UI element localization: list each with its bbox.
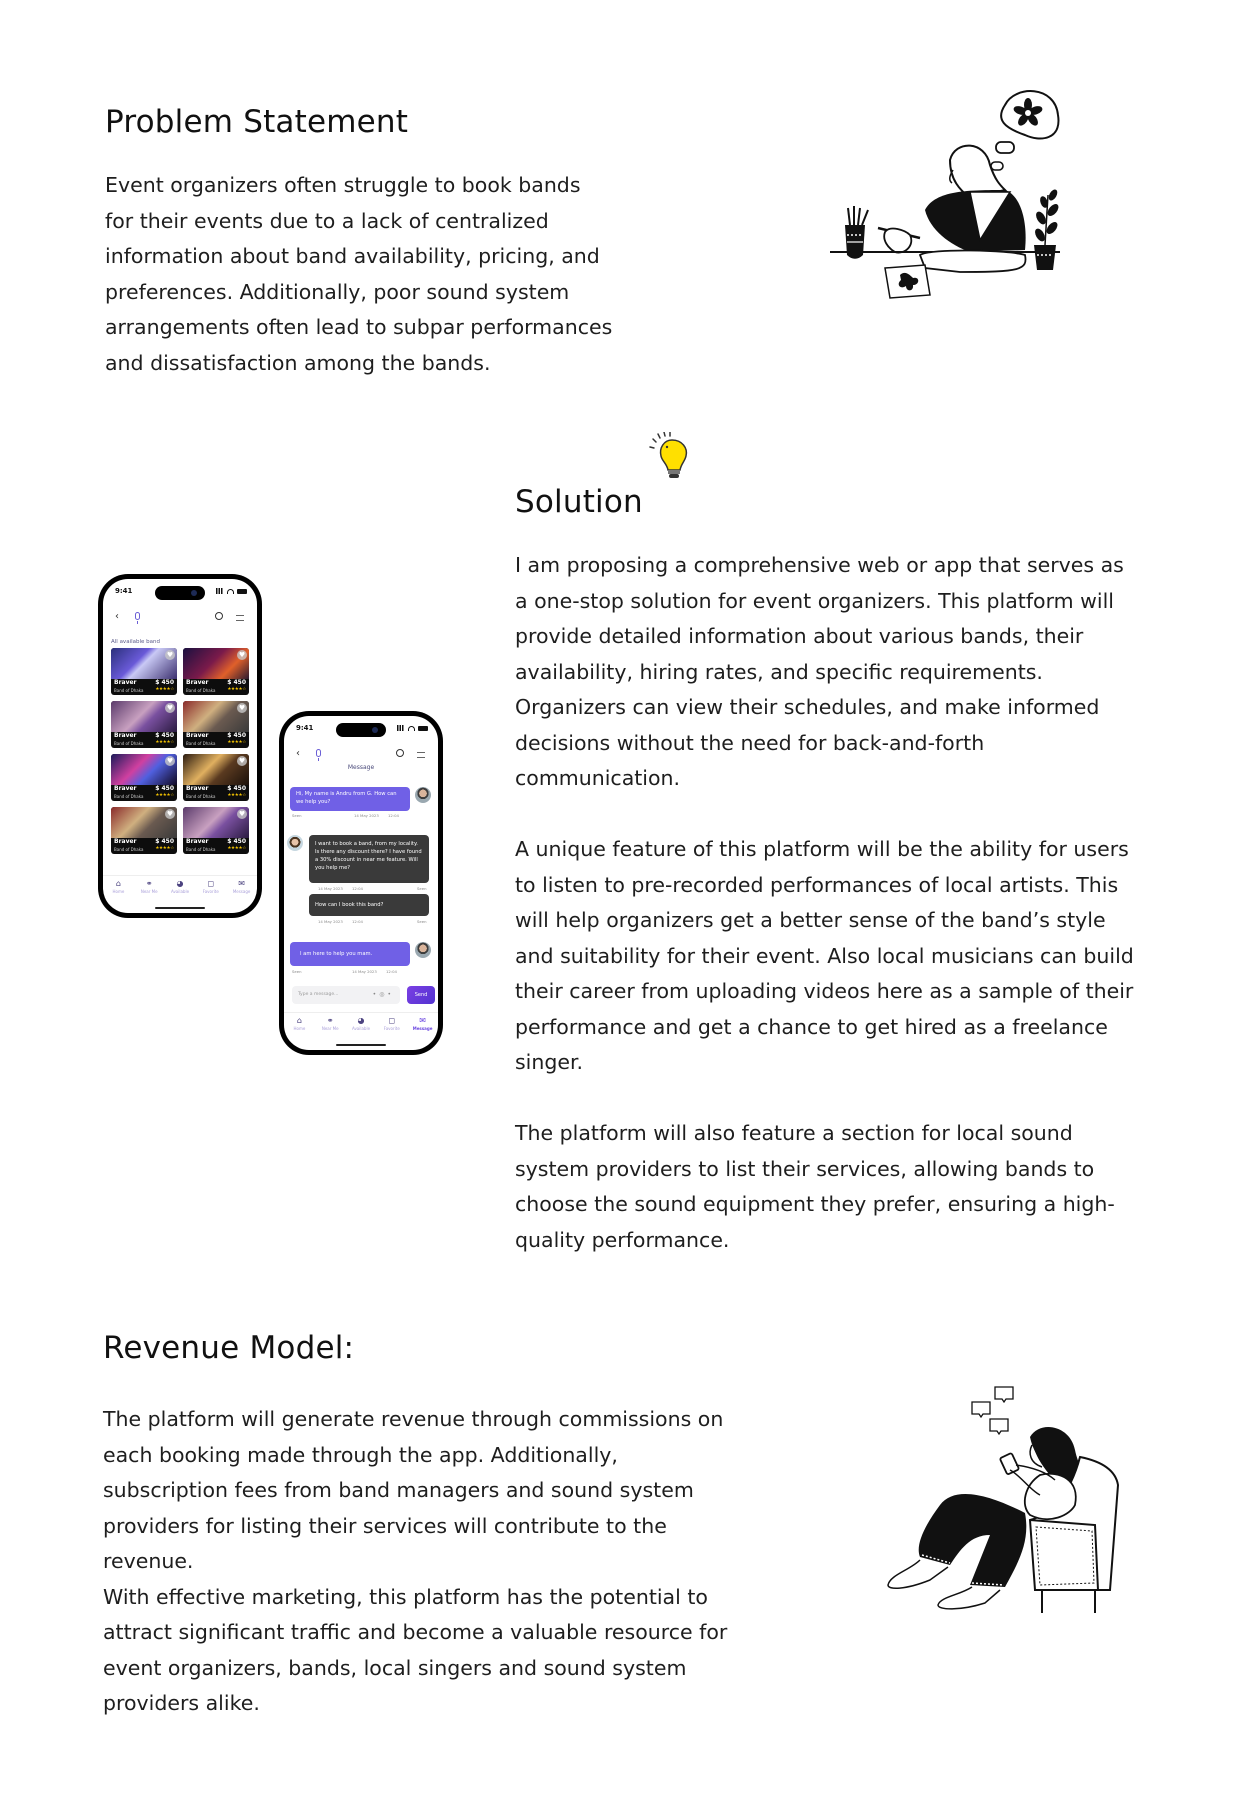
rating-stars: ★★★★☆ xyxy=(227,687,246,692)
woman-drawing-illustration-icon xyxy=(810,80,1060,305)
tab-near-me[interactable]: ⚭ Near Me xyxy=(321,1016,339,1031)
tab-favorite[interactable]: ◻ Favorite xyxy=(202,879,219,894)
wifi-icon xyxy=(408,726,415,731)
revenue-paragraph-2: With effective marketing, this platform has the potential to attract significant traffic and become a valuable resource for event organizers, bands, local singers and sound system providers alike. xyxy=(103,1584,728,1715)
heart-icon[interactable]: ♥ xyxy=(166,704,174,712)
solution-paragraph-3: The platform will also feature a section for local sound system providers to list their services, allowing bands to choose the sound equipment they prefer, ensuring a high-quality performance. xyxy=(515,1121,1115,1252)
band-card[interactable]: ♥ Braver $ 450 Band of Dhaka ★★★★☆ xyxy=(111,701,177,748)
solution-paragraph-2: A unique feature of this platform will be the ability for users to listen to pre-recorded performances of local artists. This will help organizers get a better sense of the band’s style and suitability for their event. Also local musicians can build their career from uploading videos here as a sample of their performance and get a chance to get hired as a freelance singer. xyxy=(515,837,1134,1074)
menu-icon[interactable] xyxy=(417,752,425,758)
home-icon: ⌂ xyxy=(115,879,121,888)
tab-message[interactable]: ✉ Message xyxy=(232,879,251,894)
message-incoming: I want to book a band, from my locality. Is there any discount there? I have found a 30% discount in near me feature. Will you help me? xyxy=(309,835,429,883)
bottom-tab-bar xyxy=(103,875,257,903)
heart-icon[interactable]: ♥ xyxy=(166,810,174,818)
battery-icon xyxy=(237,589,247,594)
search-icon[interactable] xyxy=(396,749,404,757)
back-icon[interactable]: ‹ xyxy=(115,611,119,622)
heart-icon[interactable]: ♥ xyxy=(238,704,246,712)
battery-icon xyxy=(418,726,428,731)
avatar-user xyxy=(287,835,303,851)
message-icon: ✉ xyxy=(419,1016,426,1025)
band-card[interactable]: ♥ Braver $ 450 Band of Dhaka ★★★★☆ xyxy=(183,807,249,854)
tab-message[interactable]: ✉ Message xyxy=(412,1016,433,1031)
menu-icon[interactable] xyxy=(236,615,244,621)
mic-icon[interactable]: • xyxy=(387,991,394,998)
woman-armchair-illustration-icon xyxy=(870,1375,1120,1620)
band-card[interactable]: ♥ Braver $ 450 Band of Dhaka ★★★★☆ xyxy=(111,648,177,695)
band-card[interactable]: ♥ Braver $ 450 Band of Dhaka ★★★★☆ xyxy=(111,754,177,801)
band-card[interactable]: ♥ Braver $ 450 Band of Dhaka ★★★★☆ xyxy=(111,807,177,854)
tab-available[interactable]: ◕ Available xyxy=(351,1016,371,1031)
message-outgoing: I am here to help you mam. xyxy=(290,942,410,966)
band-card[interactable]: ♥ Braver $ 450 Band of Dhaka ★★★★☆ xyxy=(183,754,249,801)
phone-mockup-bands xyxy=(98,574,262,918)
heart-icon[interactable]: ♥ xyxy=(238,651,246,659)
screen-title: Message xyxy=(347,764,375,771)
send-button[interactable]: Send xyxy=(407,986,435,1004)
signal-icon xyxy=(397,725,405,731)
lightbulb-icon xyxy=(648,432,693,484)
wifi-icon xyxy=(227,589,234,594)
attachment-icon[interactable]: • xyxy=(372,991,380,998)
tab-home[interactable]: ⌂ Home xyxy=(112,879,125,894)
tab-available[interactable]: ◕ Available xyxy=(170,879,190,894)
phone-mockup-messages: 9:41 ‹ Message Hi, My name is Andru from G. How can we help you? Seen 14 May 2023 12:04 I want to book a band, from my locality. Is there any discount there? I have found a 30% discount in near me feature. Will you help me? 14 May 2023 12:04 Seen How can I book this band? 14 May 2023 12:04 Seen I am here to help you mam. Seen 14 May 2023 12:04 Type a message... •◎• Send ⌂ Home ⚭ Near Me ◕ Available ◻ Favorite ✉ Message xyxy=(279,711,443,1055)
problem-title: Problem Statement xyxy=(105,104,409,140)
tab-near-me[interactable]: ⚭ Near Me xyxy=(140,879,158,894)
solution-title: Solution xyxy=(515,484,643,520)
signal-icon xyxy=(216,588,224,594)
heart-icon[interactable]: ♥ xyxy=(166,757,174,765)
rating-stars: ★★★★☆ xyxy=(227,740,246,745)
status-time: 9:41 xyxy=(296,724,314,732)
camera-icon[interactable]: ◎ xyxy=(379,991,388,998)
solution-paragraph-1: I am proposing a comprehensive web or app that serves as a one-stop solution for event organizers. This platform will provide detailed information about various bands, their availability, hiring rates, and specific requirements. Organizers can view their schedules, and make informed decisions without the need for back-and-forth communication. xyxy=(515,553,1124,790)
users-icon: ⚭ xyxy=(326,1016,334,1025)
back-icon[interactable]: ‹ xyxy=(296,748,300,759)
message-outgoing: Hi, My name is Andru from G. How can we help you? xyxy=(290,787,410,811)
revenue-title: Revenue Model: xyxy=(103,1330,355,1366)
available-icon: ◕ xyxy=(357,1016,365,1025)
home-indicator xyxy=(336,1044,386,1046)
message-incoming: How can I book this band? xyxy=(309,894,429,916)
rating-stars: ★★★★☆ xyxy=(155,846,174,851)
message-icon: ✉ xyxy=(238,879,245,888)
revenue-body xyxy=(103,1402,733,1722)
solution-body xyxy=(515,548,1140,1258)
home-indicator xyxy=(155,907,205,909)
illustration-woman-armchair xyxy=(870,1375,1120,1620)
problem-body: Event organizers often struggle to book bands for their events due to a lack of centralized information about band availability, pricing, and preferences. Additionally, poor sound system arrangements often lead to subpar performances and dissatisfaction among the bands. xyxy=(105,173,613,375)
mic-icon[interactable] xyxy=(135,612,140,620)
illustration-woman-drawing xyxy=(810,80,1060,305)
rating-stars: ★★★★☆ xyxy=(155,687,174,692)
search-icon[interactable] xyxy=(215,612,223,620)
tab-favorite[interactable]: ◻ Favorite xyxy=(383,1016,400,1031)
bottom-tab-bar xyxy=(284,1012,438,1040)
heart-icon[interactable]: ♥ xyxy=(166,651,174,659)
revenue-paragraph-1: The platform will generate revenue through commissions on each booking made through the app. Additionally, subscription fees from band managers and sound system providers for listing their services will contribute to the revenue. xyxy=(103,1407,724,1573)
folder-heart-icon: ◻ xyxy=(207,879,215,888)
rating-stars: ★★★★☆ xyxy=(227,793,246,798)
home-icon: ⌂ xyxy=(296,1016,302,1025)
available-icon: ◕ xyxy=(176,879,184,888)
message-input[interactable]: Type a message... •◎• xyxy=(292,986,400,1004)
band-card[interactable]: ♥ Braver $ 450 Band of Dhaka ★★★★☆ xyxy=(183,648,249,695)
tab-home[interactable]: ⌂ Home xyxy=(293,1016,306,1031)
band-card[interactable]: ♥ Braver $ 450 Band of Dhaka ★★★★☆ xyxy=(183,701,249,748)
band-grid xyxy=(111,648,249,854)
rating-stars: ★★★★☆ xyxy=(227,846,246,851)
heart-icon[interactable]: ♥ xyxy=(238,757,246,765)
avatar-agent xyxy=(415,787,431,803)
status-time: 9:41 xyxy=(115,587,133,595)
avatar-agent xyxy=(415,942,431,958)
mic-icon[interactable] xyxy=(316,749,321,757)
folder-heart-icon: ◻ xyxy=(388,1016,396,1025)
section-label: All available band xyxy=(111,639,160,645)
rating-stars: ★★★★☆ xyxy=(155,740,174,745)
heart-icon[interactable]: ♥ xyxy=(238,810,246,818)
rating-stars: ★★★★☆ xyxy=(155,793,174,798)
users-icon: ⚭ xyxy=(145,879,153,888)
